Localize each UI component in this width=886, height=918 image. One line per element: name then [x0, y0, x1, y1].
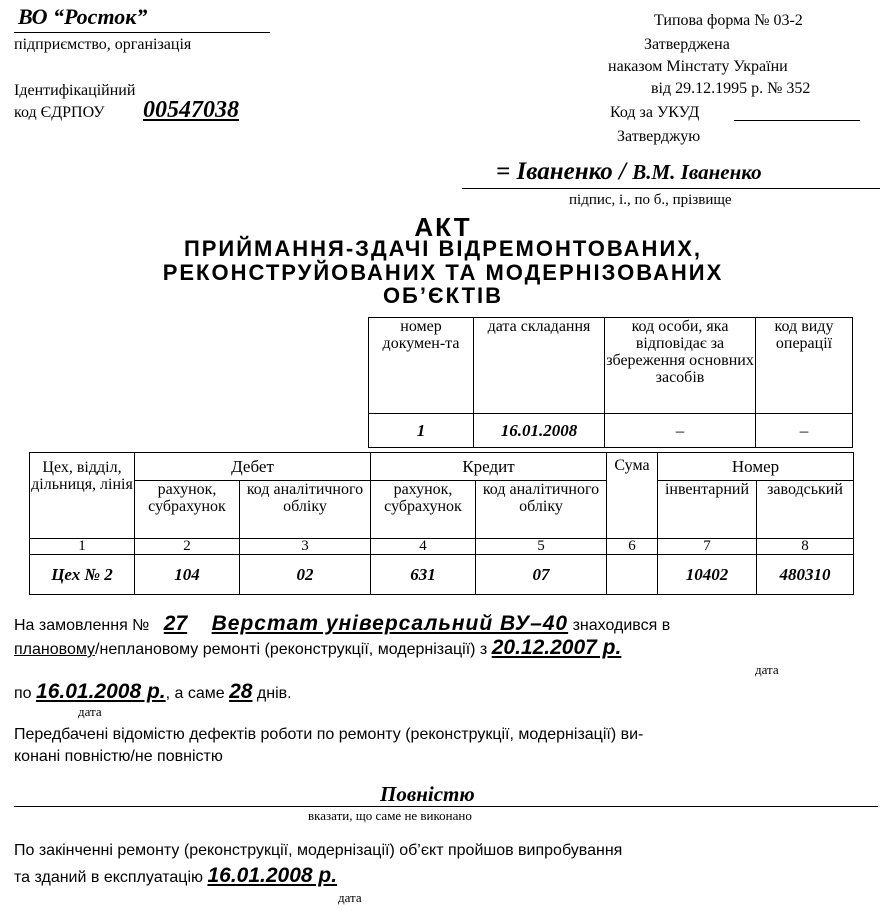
row-debit-code: 02	[240, 555, 371, 595]
final-line-1: По закінченні ремонту (реконструкції, модернізації) об’єкт пройшов випробування	[14, 842, 623, 859]
repair-line	[14, 636, 621, 660]
factory-header: заводський	[757, 481, 854, 539]
title-act: АКТ	[414, 212, 472, 242]
signature	[496, 158, 762, 186]
number-header: Номер	[658, 453, 854, 481]
fully-caption: вказати, що саме не виконано	[308, 808, 472, 823]
organization-name: ВО “Росток”	[18, 4, 148, 29]
column-number: 4	[371, 539, 476, 555]
final-line-2	[14, 864, 337, 888]
main-accounting-table	[29, 452, 854, 595]
edrpou-label: код ЄДРПОУ	[14, 104, 105, 121]
works-line-2: конані повністю/не повністю	[14, 748, 223, 765]
row-credit-code: 07	[476, 555, 607, 595]
days-value: 28	[229, 680, 253, 703]
title-line-2: ПРИЙМАННЯ-ЗДАЧІ ВІДРЕМОНТОВАНИХ,	[183, 236, 703, 261]
namely-text: , а саме	[165, 685, 225, 702]
period-line	[14, 680, 292, 704]
was-in-text: знаходився в	[572, 617, 671, 634]
row-sum	[607, 555, 658, 595]
row-inventory-number: 10402	[658, 555, 757, 595]
fully-text: Повністю	[380, 782, 475, 806]
signature-caption: підпис, і., по б., прізвище	[569, 192, 732, 208]
order-label: наказом Мінстату України	[608, 58, 788, 75]
row-debit-account: 104	[135, 555, 240, 595]
ukud-field-line	[734, 120, 860, 121]
debit-code-header: код аналітичного обліку	[240, 481, 371, 539]
debit-header: Дебет	[135, 453, 371, 481]
sum-header: Сума	[607, 453, 658, 539]
order-line	[14, 612, 670, 636]
inventory-header: інвентарний	[658, 481, 757, 539]
date-caption: дата	[755, 662, 779, 677]
doc-number-value: 1	[369, 414, 474, 448]
credit-code-header: код аналітичного обліку	[476, 481, 607, 539]
date-to: 16.01.2008 р.	[36, 680, 166, 703]
date-from: 20.12.2007 р.	[491, 636, 622, 659]
days-label: днів.	[256, 685, 292, 702]
responsible-code-value: –	[605, 414, 756, 448]
form-number: Типова форма № 03-2	[654, 12, 803, 29]
column-number: 8	[757, 539, 854, 555]
debit-account-header: рахунок, субрахунок	[135, 481, 240, 539]
works-line-1: Передбачені відомістю дефектів роботи по ремонту (реконструкції, модернізації) ви-	[14, 726, 644, 743]
doc-date-value: 16.01.2008	[474, 414, 605, 448]
date-caption: дата	[338, 890, 362, 905]
row-factory-number: 480310	[757, 555, 854, 595]
column-number: 1	[30, 539, 135, 555]
shop-header: Цех, відділ, дільниця, лінія	[30, 453, 135, 539]
column-number: 6	[607, 539, 658, 555]
column-number: 3	[240, 539, 371, 555]
row-credit-account: 631	[371, 555, 476, 595]
order-prefix: На замовлення №	[14, 617, 150, 634]
organization-underline	[14, 32, 270, 33]
column-number: 5	[476, 539, 607, 555]
operation-code-value: –	[756, 414, 853, 448]
date-caption: дата	[78, 704, 102, 719]
unplanned-repair-text: /неплановому ремонті (реконструкції, модернізації) з	[95, 641, 488, 658]
machine-name: Верстат універсальний ВУ–40	[211, 612, 569, 635]
ident-label: Ідентифікаційний	[14, 82, 136, 99]
signature-line	[462, 188, 880, 189]
column-number: 2	[135, 539, 240, 555]
document-info-table	[368, 317, 853, 448]
order-number: 27	[163, 612, 188, 635]
signature-sign: = Іваненко /	[496, 158, 626, 185]
date-final: 16.01.2008 р.	[207, 864, 338, 887]
credit-header: Кредит	[371, 453, 607, 481]
order-date: від 29.12.1995 р. № 352	[651, 80, 811, 97]
title-line-4: ОБ’ЄКТІВ	[382, 283, 504, 308]
ukud-label: Код за УКУД	[610, 104, 700, 121]
column-number: 7	[658, 539, 757, 555]
credit-account-header: рахунок, субрахунок	[371, 481, 476, 539]
final-line-2-text: та зданий в експлуатацію	[14, 869, 204, 886]
confirm-label: Затверджую	[617, 128, 701, 145]
organization-label: підприємство, організація	[14, 36, 192, 53]
fully-underline	[14, 806, 878, 807]
doc-date-header: дата складання	[474, 318, 605, 414]
planned-repair-text: плановому	[14, 641, 96, 658]
signature-name: В.М. Іваненко	[632, 160, 762, 184]
edrpou-value: 00547038	[143, 97, 239, 123]
row-shop: Цех № 2	[30, 555, 135, 595]
by-prefix: по	[14, 685, 32, 702]
responsible-code-header: код особи, яка відповідає за збереження основних засобів	[605, 318, 756, 414]
approved-label: Затверджена	[644, 36, 730, 53]
operation-code-header: код виду операції	[756, 318, 853, 414]
title-line-3: РЕКОНСТРУЙОВАНИХ ТА МОДЕРНІЗОВАНИХ	[162, 260, 724, 285]
doc-number-header: номер докумен-та	[369, 318, 474, 414]
